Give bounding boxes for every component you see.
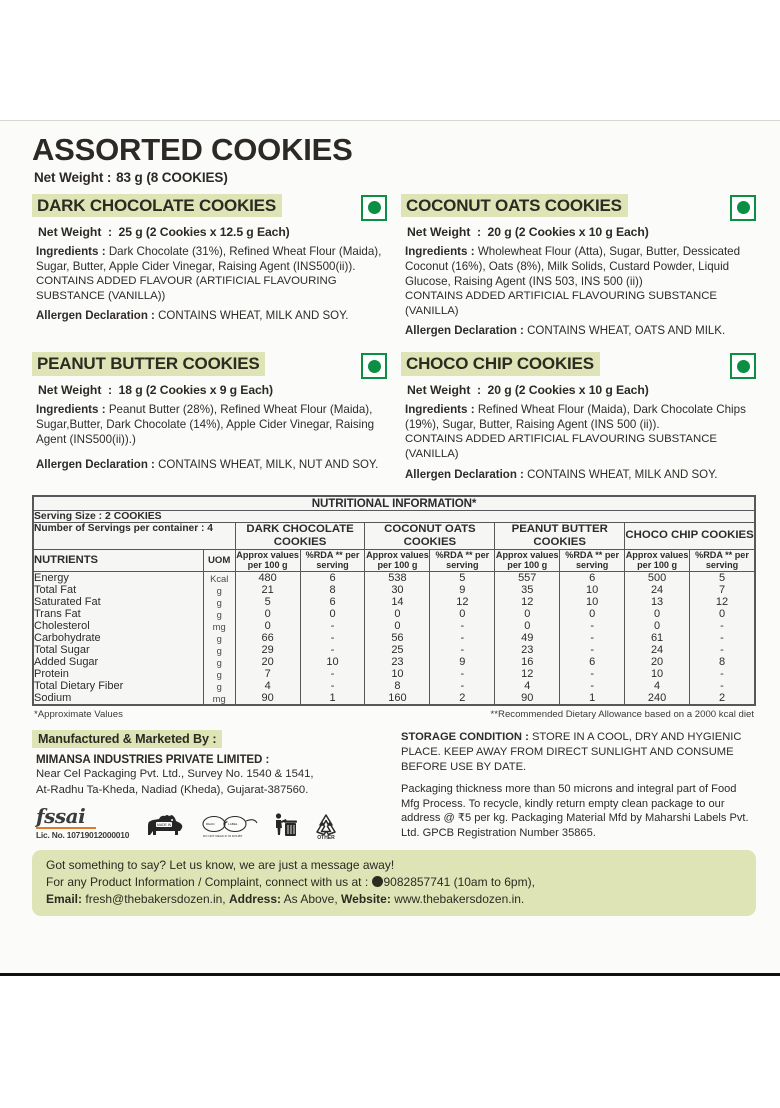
product-name: PEANUT BUTTER COOKIES (32, 352, 265, 375)
nutrient-value: 480 (235, 572, 300, 585)
nutrient-value: - (690, 680, 755, 692)
nutrient-value: 2 (690, 692, 755, 705)
allergen-block (36, 458, 387, 473)
net-weight-total (34, 170, 756, 185)
nutrient-value: 49 (495, 632, 560, 644)
subheader-approx: Approx values per 100 g (236, 549, 299, 571)
net-weight-colon: : (477, 383, 481, 398)
nutrient-value: - (300, 632, 365, 644)
footnote-approx: *Approximate Values (34, 709, 123, 721)
allergen-text: CONTAINS WHEAT, MILK, NUT AND SOY. (158, 458, 379, 471)
subheader-rda: %RDA ** per serving (690, 549, 755, 572)
product-choco-chip (401, 352, 756, 483)
nutrient-value: 20 (625, 656, 690, 668)
allergen-text: CONTAINS WHEAT, MILK AND SOY. (527, 469, 718, 482)
nutrient-value: 5 (430, 572, 495, 585)
dustbin-man-icon (272, 812, 298, 840)
nutrient-value: 12 (430, 596, 495, 608)
nutrient-value: 0 (365, 620, 430, 632)
feedback-box (32, 850, 756, 916)
feedback-phone[interactable]: 9082857741 (10am to 6pm), (383, 874, 535, 889)
nutrient-value: 538 (365, 572, 430, 585)
uom-header: UOM (203, 549, 235, 572)
table-row (34, 644, 755, 656)
nutrient-value: - (300, 644, 365, 656)
nutrient-value: 4 (495, 680, 560, 692)
table-row (34, 656, 755, 668)
ingredients-block (36, 244, 387, 274)
storage-condition (401, 730, 756, 774)
allergen-block (36, 309, 387, 324)
ingredients-label: Ingredients : (405, 403, 475, 417)
nutrient-value: - (430, 620, 495, 632)
nutrient-value: 90 (235, 692, 300, 705)
subheader-rda: %RDA ** per serving (300, 549, 365, 572)
nutrient-name: Energy (34, 572, 204, 585)
nutrient-value: 10 (560, 596, 625, 608)
nutrient-value: 0 (495, 608, 560, 620)
nutrient-value: 0 (690, 608, 755, 620)
nutrient-value: 0 (560, 608, 625, 620)
net-weight-label: Net Weight (38, 224, 102, 239)
label-content (32, 134, 756, 916)
nutrient-uom: g (203, 680, 235, 692)
nutrient-value: 20 (235, 656, 300, 668)
manufacturer-block (32, 730, 387, 840)
nutrient-value: 35 (495, 584, 560, 596)
product-header (32, 194, 387, 221)
product-name: DARK CHOCOLATE COOKIES (32, 194, 282, 217)
product-net-weight (38, 383, 387, 397)
nutrient-value: - (300, 668, 365, 680)
product-name: COCONUT OATS COOKIES (401, 194, 628, 217)
serving-size: Serving Size : 2 COOKIES (34, 511, 755, 523)
allergen-block (405, 468, 756, 483)
ingredients-block (36, 402, 387, 447)
nutrient-uom: g (203, 656, 235, 668)
table-row (34, 584, 755, 596)
nutrient-value: 4 (235, 680, 300, 692)
nutrient-value: 13 (625, 596, 690, 608)
veg-mark-icon (730, 195, 756, 221)
table-row (34, 680, 755, 692)
nutrient-value: 160 (365, 692, 430, 705)
nutrient-value: - (430, 632, 495, 644)
nutrient-value: - (300, 680, 365, 692)
nutrient-value: 0 (430, 608, 495, 620)
column-header-coconut-oats: COCONUT OATS COOKIES (365, 523, 495, 550)
fssai-icon (36, 803, 130, 840)
nutrient-uom: mg (203, 620, 235, 632)
column-header-peanut-butter: PEANUT BUTTER COOKIES (495, 523, 625, 550)
serving-size-row (34, 511, 755, 523)
nutrient-uom: g (203, 668, 235, 680)
nutrient-uom: g (203, 644, 235, 656)
spectacles-icon (201, 814, 259, 840)
nutrient-value: 8 (300, 584, 365, 596)
nutrient-name: Cholesterol (34, 620, 204, 632)
nutrient-uom: g (203, 596, 235, 608)
svg-text:MADE IN INDIA: MADE IN INDIA (157, 822, 182, 827)
nutrient-value: - (560, 680, 625, 692)
nutrient-value: 56 (365, 632, 430, 644)
nutrient-value: 24 (625, 584, 690, 596)
nutrient-value: - (690, 644, 755, 656)
nutrient-value: 6 (300, 572, 365, 585)
nutrient-value: 1 (560, 692, 625, 705)
nutrient-value: 6 (560, 572, 625, 585)
table-row (34, 632, 755, 644)
website-value[interactable]: www.thebakersdozen.in. (394, 891, 525, 906)
subheader-rda: %RDA ** per serving (430, 549, 495, 572)
nutrient-name: Sodium (34, 692, 204, 705)
product-name: CHOCO CHIP COOKIES (401, 352, 600, 375)
nutrient-value: - (690, 620, 755, 632)
nutrient-value: 30 (365, 584, 430, 596)
net-weight-colon: : (106, 169, 113, 185)
nutrient-value: 10 (365, 668, 430, 680)
ingredients-label: Ingredients : (36, 403, 106, 417)
nutrient-value: 1 (300, 692, 365, 705)
net-weight-colon: : (477, 224, 481, 239)
nutrient-value: 500 (625, 572, 690, 585)
product-header (32, 352, 387, 379)
nutrient-value: 2 (430, 692, 495, 705)
fssai-text: fssai (36, 803, 86, 828)
nutrient-value: 240 (625, 692, 690, 705)
nutrient-value: 0 (300, 608, 365, 620)
nutrient-name: Saturated Fat (34, 596, 204, 608)
email-label: Email: (46, 891, 83, 906)
nutrient-value: - (430, 668, 495, 680)
table-row (34, 608, 755, 620)
product-header (401, 194, 756, 221)
nutrient-value: 90 (495, 692, 560, 705)
subheader-approx: Approx values per 100 g (495, 549, 559, 571)
nutrient-uom: g (203, 584, 235, 596)
packaging-note: Packaging thickness more than 50 microns and integral part of Food Mfg Process. To recycle, kindly return empty clean package to our address @ ₹5 per kg. Packaging Material Mfd by Maharshi Labels Pvt. Ltd. GPCB Registration Number 35865. (401, 783, 749, 839)
nutrient-name: Added Sugar (34, 656, 204, 668)
nutrient-value: 10 (625, 668, 690, 680)
nutrient-value: 5 (235, 596, 300, 608)
table-row (34, 572, 755, 585)
recycle-label: OTHER (317, 834, 335, 840)
ingredients-text: Wholewheat Flour (Atta), Sugar, Butter, Dessicated Coconut (16%), Oats (8%), Milk Solids, Custard Powder, Liquid Glucose, Raising Agent (INS 503, INS 500 (ii)) (405, 244, 741, 288)
sub-header-row (34, 549, 755, 572)
nutrient-value: 12 (495, 668, 560, 680)
ingredients-text: Peanut Butter (28%), Refined Wheat Flour (Maida), Sugar,Butter, Dark Chocolate (14%), Apple Cider Vinegar, Raising Agent (INS500(ii)).) (36, 403, 375, 447)
nutrient-value: 0 (495, 620, 560, 632)
net-weight-label: Net Weight (407, 224, 471, 239)
nutrient-name: Total Dietary Fiber (34, 680, 204, 692)
nutrient-value: 8 (365, 680, 430, 692)
nutrient-value: 66 (235, 632, 300, 644)
allergen-label: Allergen Declaration : (36, 458, 155, 471)
allergen-text: CONTAINS WHEAT, MILK AND SOY. (158, 310, 349, 323)
fssai-wordmark (36, 803, 86, 828)
company-address-line1: Near Cel Packaging Pvt. Ltd., Survey No. 1540 & 1541, (36, 768, 314, 781)
nutrient-value: 24 (625, 644, 690, 656)
nutrient-value: 9 (430, 656, 495, 668)
net-weight-label: Net Weight (34, 169, 104, 185)
footnote-rda: **Recommended Dietary Allowance based on a 2000 kcal diet (490, 709, 754, 721)
nutrient-value: 12 (495, 596, 560, 608)
table-row (34, 692, 755, 705)
allergen-text: CONTAINS WHEAT, OATS AND MILK. (527, 325, 726, 338)
nutrient-value: - (430, 644, 495, 656)
feedback-line-2 (46, 874, 742, 891)
veg-mark-icon (361, 195, 387, 221)
nutrient-value: 9 (430, 584, 495, 596)
address-label: Address: (228, 891, 281, 906)
phone-icon (372, 876, 383, 887)
nutrient-value: 61 (625, 632, 690, 644)
ingredients-text: Dark Chocolate (31%), Refined Wheat Flour (Maida), Sugar, Butter, Apple Cider Vinegar, Raising Agent (INS500(ii)). (36, 244, 382, 273)
product-net-weight (407, 225, 756, 239)
nutrient-value: 0 (625, 620, 690, 632)
company-address-line2: At-Radhu Ta-Kheda, Nadiad (Kheda), Gujarat-387560. (36, 783, 309, 796)
nutrition-table (33, 496, 755, 705)
nutrient-value: 16 (495, 656, 560, 668)
net-weight-value: 18 g (2 Cookies x 9 g Each) (118, 383, 273, 398)
email-value[interactable]: fresh@thebakersdozen.in, (85, 891, 226, 906)
ingredients-block (405, 244, 756, 289)
fssai-license-number: Lic. No. 10719012000010 (36, 829, 130, 840)
nutrient-value: 0 (235, 620, 300, 632)
flavour-note: CONTAINS ADDED FLAVOUR (ARTIFICIAL FLAVOURING SUBSTANCE (VANILLA)) (36, 274, 337, 302)
products-row-1 (32, 194, 756, 340)
allergen-label: Allergen Declaration : (405, 469, 524, 482)
column-header-choco-chip: CHOCO CHIP COOKIES (625, 523, 755, 550)
product-header (401, 352, 756, 379)
flavour-note: CONTAINS ADDED ARTIFICIAL FLAVOURING SUBSTANCE (VANILLA) (405, 289, 718, 317)
nutrient-value: - (560, 644, 625, 656)
feedback-line-1: Got something to say? Let us know, we are just a message away! (46, 857, 395, 872)
nutrient-value: - (690, 632, 755, 644)
nutrient-value: 0 (235, 608, 300, 620)
made-in-india-lion-icon (142, 812, 188, 840)
nutrient-value: 23 (365, 656, 430, 668)
ingredients-block (405, 402, 756, 432)
product-net-weight (38, 225, 387, 239)
subheader-approx: Approx values per 100 g (625, 549, 689, 571)
product-net-weight (407, 383, 756, 397)
nutrient-value: 10 (300, 656, 365, 668)
nutrient-value: 557 (495, 572, 560, 585)
allergen-label: Allergen Declaration : (36, 310, 155, 323)
nutrient-value: 25 (365, 644, 430, 656)
company-name: MIMANSA INDUSTRIES PRIVATE LIMITED : (36, 753, 270, 767)
nutrient-uom: g (203, 632, 235, 644)
nutrient-value: - (560, 668, 625, 680)
nutrient-value: 6 (300, 596, 365, 608)
storage-label: STORAGE CONDITION : (401, 731, 529, 744)
recycle-other-icon (311, 812, 341, 840)
net-weight-label: Net Weight (38, 383, 102, 398)
nutrient-name: Total Fat (34, 584, 204, 596)
svg-text:LABEL: LABEL (228, 821, 238, 826)
nutrient-value: 6 (560, 656, 625, 668)
servings-per-container: Number of Servings per container : 4 (34, 523, 236, 550)
veg-mark-icon (361, 353, 387, 379)
address-value: As Above, (283, 891, 338, 906)
nutrient-uom: Kcal (203, 572, 235, 585)
feedback-contact-prefix: For any Product Information / Complaint, connect with us at : (46, 874, 369, 889)
net-weight-value: 20 g (2 Cookies x 10 g Each) (487, 224, 649, 239)
nutrient-value: 7 (235, 668, 300, 680)
nutrient-name: Total Sugar (34, 644, 204, 656)
net-weight-label: Net Weight (407, 383, 471, 398)
nutrient-uom: mg (203, 692, 235, 705)
storage-text: STORE IN A COOL, DRY AND HYGIENIC PLACE. KEEP AWAY FROM DIRECT SUNLIGHT AND CONSUME BEFORE USE BY DATE. (401, 731, 742, 773)
bottom-section (32, 730, 756, 840)
svg-text:DO NOT READ IF IN DOUBT: DO NOT READ IF IN DOUBT (203, 833, 243, 838)
nutrient-value: 12 (690, 596, 755, 608)
svg-text:READ: READ (206, 821, 215, 826)
nutrient-value: 10 (560, 584, 625, 596)
ingredients-label: Ingredients : (405, 244, 475, 258)
nutrition-title: NUTRITIONAL INFORMATION* (34, 497, 755, 511)
net-weight-value: 83 g (8 COOKIES) (116, 169, 228, 185)
column-header-dark-chocolate: DARK CHOCOLATE COOKIES (235, 523, 365, 550)
nutrition-title-row (34, 497, 755, 511)
nutrient-value: 23 (495, 644, 560, 656)
products-row-2 (32, 352, 756, 483)
nutrient-uom: g (203, 608, 235, 620)
nutrient-value: 8 (690, 656, 755, 668)
table-row (34, 596, 755, 608)
ingredients-text: Refined Wheat Flour (Maida), Dark Chocolate Chips (19%), Sugar, Butter, Raising Agent (INS 500 (ii)). (405, 403, 746, 432)
nutrient-value: - (560, 632, 625, 644)
certification-icons (36, 803, 387, 840)
allergen-block (405, 324, 756, 339)
allergen-label: Allergen Declaration : (405, 325, 524, 338)
nutrient-value: - (300, 620, 365, 632)
veg-mark-icon (730, 353, 756, 379)
nutrients-header: NUTRIENTS (34, 549, 204, 572)
page-title: ASSORTED COOKIES (32, 132, 353, 167)
nutrient-name: Protein (34, 668, 204, 680)
net-weight-colon: : (108, 383, 112, 398)
manufacturer-badge: Manufactured & Marketed By : (32, 730, 222, 748)
product-peanut-butter (32, 352, 387, 483)
nutrient-value: 0 (365, 608, 430, 620)
ingredients-label: Ingredients : (36, 244, 106, 258)
nutrient-value: - (560, 620, 625, 632)
nutrient-value: 21 (235, 584, 300, 596)
nutrient-value: 4 (625, 680, 690, 692)
nutrient-value: 5 (690, 572, 755, 585)
storage-block (401, 730, 756, 840)
nutrient-value: 7 (690, 584, 755, 596)
nutrient-value: 14 (365, 596, 430, 608)
net-weight-value: 20 g (2 Cookies x 10 g Each) (487, 383, 649, 398)
product-dark-chocolate (32, 194, 387, 340)
nutrition-footnotes (32, 709, 756, 720)
net-weight-value: 25 g (2 Cookies x 12.5 g Each) (118, 224, 290, 239)
subheader-approx: Approx values per 100 g (366, 549, 429, 571)
table-row (34, 620, 755, 632)
nutrition-panel (32, 495, 756, 706)
nutrient-value: 29 (235, 644, 300, 656)
website-label: Website: (341, 891, 391, 906)
nutrient-value: - (430, 680, 495, 692)
nutrient-value: - (690, 668, 755, 680)
table-row (34, 668, 755, 680)
feedback-line-3 (46, 891, 742, 908)
net-weight-colon: : (108, 224, 112, 239)
product-header-row (34, 523, 755, 550)
product-coconut-oats (401, 194, 756, 340)
subheader-rda: %RDA ** per serving (560, 549, 625, 572)
nutrient-name: Trans Fat (34, 608, 204, 620)
nutrient-name: Carbohydrate (34, 632, 204, 644)
flavour-note: CONTAINS ADDED ARTIFICIAL FLAVOURING SUBSTANCE (VANILLA) (405, 433, 718, 461)
nutrient-value: 0 (625, 608, 690, 620)
